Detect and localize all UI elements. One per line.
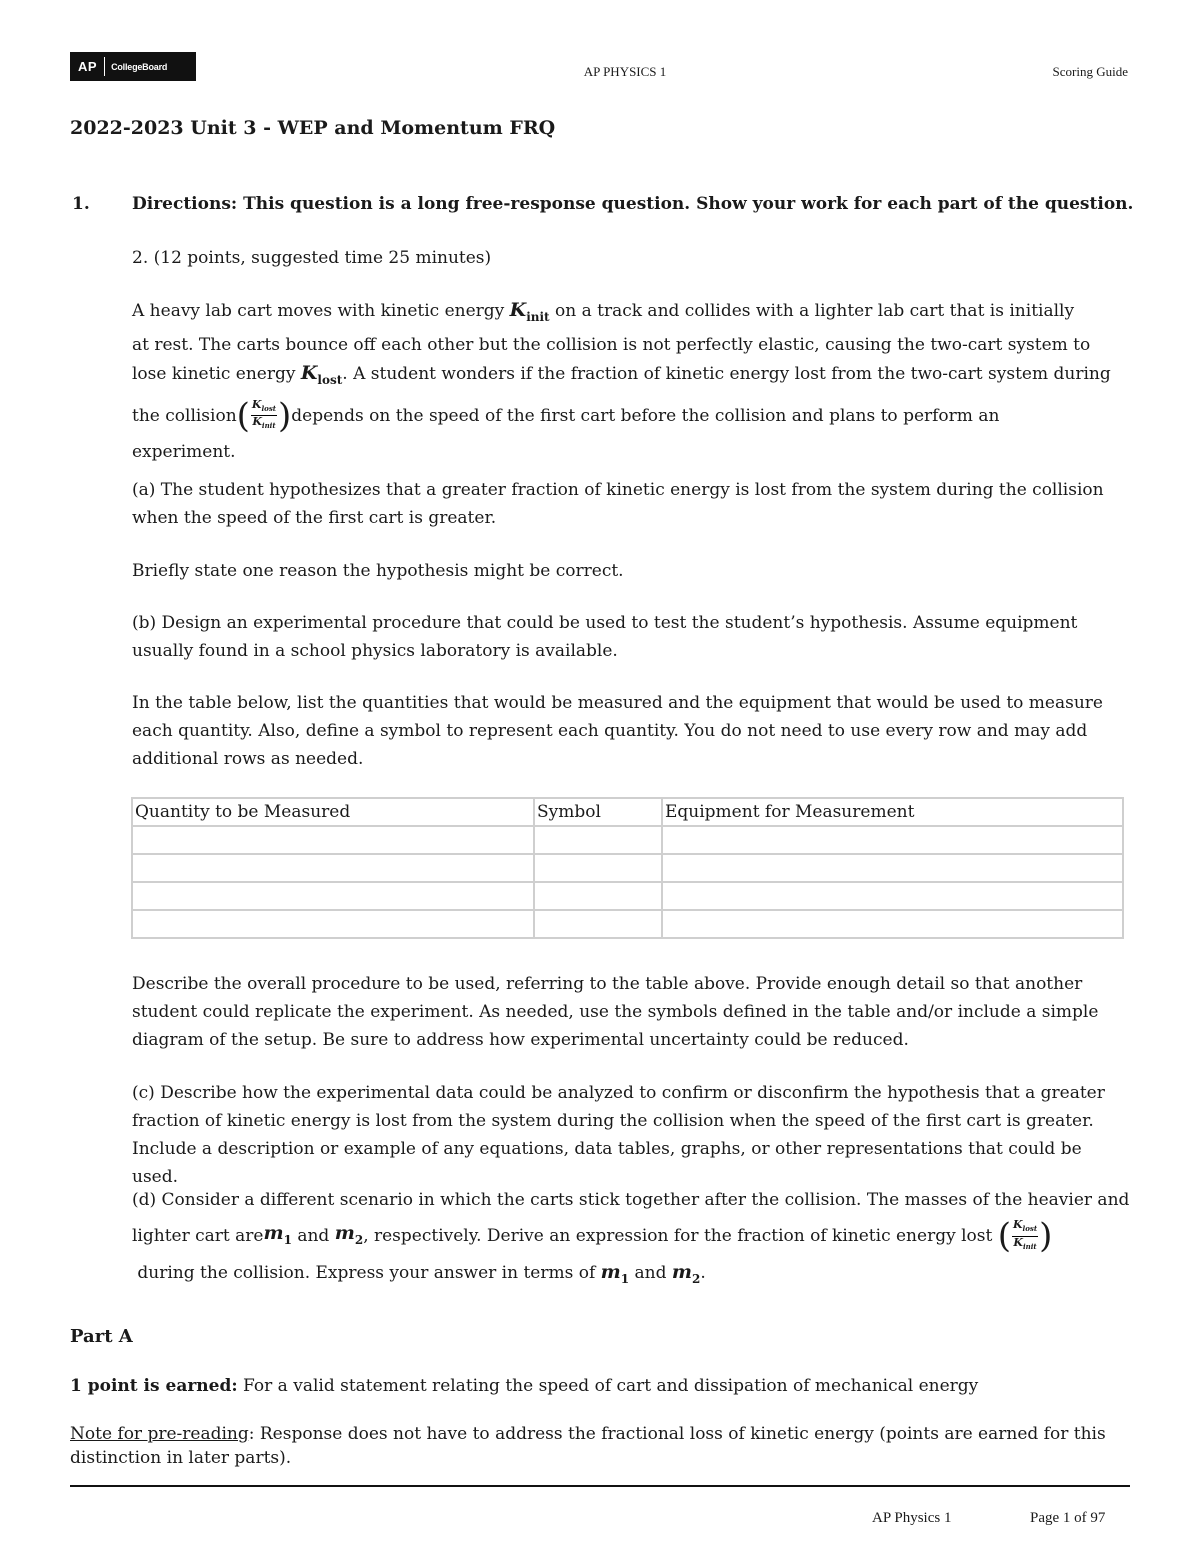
m1-symbol: $m_1$ (263, 1221, 292, 1247)
table-cell[interactable] (534, 854, 662, 882)
table-header-equipment: Equipment for Measurement (662, 798, 1123, 826)
table-cell[interactable] (662, 910, 1123, 938)
header-doc-type: Scoring Guide (1052, 64, 1128, 79)
table-row (132, 882, 1123, 910)
page-number: Page 1 of 97 (1030, 1510, 1106, 1526)
points-line: 2. (12 points, suggested time 25 minutes) (132, 248, 492, 268)
note-label: Note for pre-reading (70, 1424, 249, 1444)
footer-divider (70, 1485, 1130, 1487)
part-a-prompt: (a) The student hypothesizes that a greater fraction of kinetic energy is lost from the system during the collision when the speed of the first cart is greater. (132, 480, 1104, 528)
table-cell[interactable] (132, 882, 534, 910)
table-cell[interactable] (534, 826, 662, 854)
table-cell[interactable] (534, 882, 662, 910)
table-row (132, 910, 1123, 938)
table-header-symbol: Symbol (534, 798, 662, 826)
fraction-k-lost-over-k-init-d: ( $K_{lost}$ $K_{init}$ ) (997, 1216, 1053, 1256)
k-lost-symbol: $K_{lost}$ (300, 361, 343, 387)
question-number: 1. (72, 194, 90, 214)
intro-line-5: experiment. (132, 441, 236, 462)
intro-line-4: the collision ( $K_{lost}$ $K_{init}$ ) depends on the speed of the first cart before the collision and plans to perform an (132, 395, 1000, 436)
intro-paragraph (132, 296, 1132, 466)
part-b-table-instructions: In the table below, list the quantities that would be measured and the equipment that would be used to measure each quantity. Also, define a symbol to represent each quantity. You do not need to use every row and may add additional rows as needed. (132, 693, 1103, 769)
table-cell[interactable] (662, 826, 1123, 854)
table-cell[interactable] (534, 910, 662, 938)
k-init-symbol: $K_{init}$ (509, 299, 550, 324)
part-a-instruction: Briefly state one reason the hypothesis might be correct. (132, 561, 624, 581)
table-row (132, 826, 1123, 854)
table-header-quantity: Quantity to be Measured (132, 798, 534, 826)
intro-line-1: A heavy lab cart moves with kinetic energy $K_{init}$ on a track and collides with a lighter lab cart that is initially (132, 299, 1075, 324)
table-cell[interactable] (662, 882, 1123, 910)
procedure-paragraph: Describe the overall procedure to be used, referring to the table above. Provide enough detail so that another student could replicate the experiment. As needed, use the symbols defined in the table and/or include a simple diagram of the setup. Be sure to address how experimental uncertainty could be reduced. (132, 974, 1099, 1050)
intro-line-2: at rest. The carts bounce off each other but the collision is not perfectly elastic, causing the two-cart system to (132, 334, 1091, 355)
header-course: AP PHYSICS 1 (583, 64, 667, 79)
scoring-part-label: Part A (70, 1326, 133, 1347)
footer-course: AP Physics 1 (872, 1510, 952, 1526)
measurement-table (131, 797, 1124, 939)
part-d-line-3: during the collision. Express your answer in terms of $m_1$ and $m_2$. (132, 1261, 706, 1286)
fraction-k-lost-over-k-init: ( $K_{lost}$ $K_{init}$ ) (236, 395, 292, 436)
intro-line-3: lose kinetic energy $K_{lost}$. A student wonders if the fraction of kinetic energy lost from the two-cart system during (132, 361, 1111, 387)
scoring-point-statement: 1 point is earned: For a valid statement relating the speed of cart and dissipation of mechanical energy (70, 1376, 979, 1396)
logo-ap-text: AP (78, 59, 98, 74)
part-c-prompt: (c) Describe how the experimental data could be analyzed to confirm or disconfirm the hypothesis that a greater fraction of kinetic energy is lost from the system during the collision when the speed of the first cart is greater. Include a description or example of any equations, data tables, graphs, or other representations that could be used. (132, 1083, 1105, 1187)
table-header-row (132, 798, 1123, 826)
m2-symbol: $m_2$ (671, 1261, 701, 1286)
table-cell[interactable] (662, 854, 1123, 882)
part-d-prompt: (d) Consider a different scenario in which the carts stick together after the collision. The masses of the heavier and lighter cart are $m_1$ and $m_2$ , respectively. Derive an expression for the fraction of kinetic energy lost ( $K_{lost}$ $K_{init}$ ) during the collision. Express your answer in terms of $m_1$ and $m_2$. (132, 1186, 1142, 1293)
m2-symbol: $m_2$ (334, 1221, 364, 1247)
table-row (132, 854, 1123, 882)
m1-symbol: $m_1$ (600, 1261, 630, 1286)
question-directions: Directions: This question is a long free-response question. Show your work for each part of the question. (132, 194, 1134, 214)
scoring-note: Note for pre-reading: Response does not have to address the fractional loss of kinetic energy (points are earned for this distinction in later parts). (70, 1424, 1106, 1468)
logo-brand-text: CollegeBoard (111, 61, 168, 72)
page-title: 2022-2023 Unit 3 - WEP and Momentum FRQ (70, 117, 556, 139)
table-cell[interactable] (132, 910, 534, 938)
table-cell[interactable] (132, 826, 534, 854)
table-cell[interactable] (132, 854, 534, 882)
part-b-prompt: (b) Design an experimental procedure that could be used to test the student’s hypothesis. Assume equipment usually found in a school physics laboratory is available. (132, 613, 1078, 661)
part-d-line-2: lighter cart are $m_1$ and $m_2$ , respectively. Derive an expression for the fraction of kinetic energy lost ( $K_{lost}$ $K_{init}$ ) (132, 1216, 1053, 1256)
